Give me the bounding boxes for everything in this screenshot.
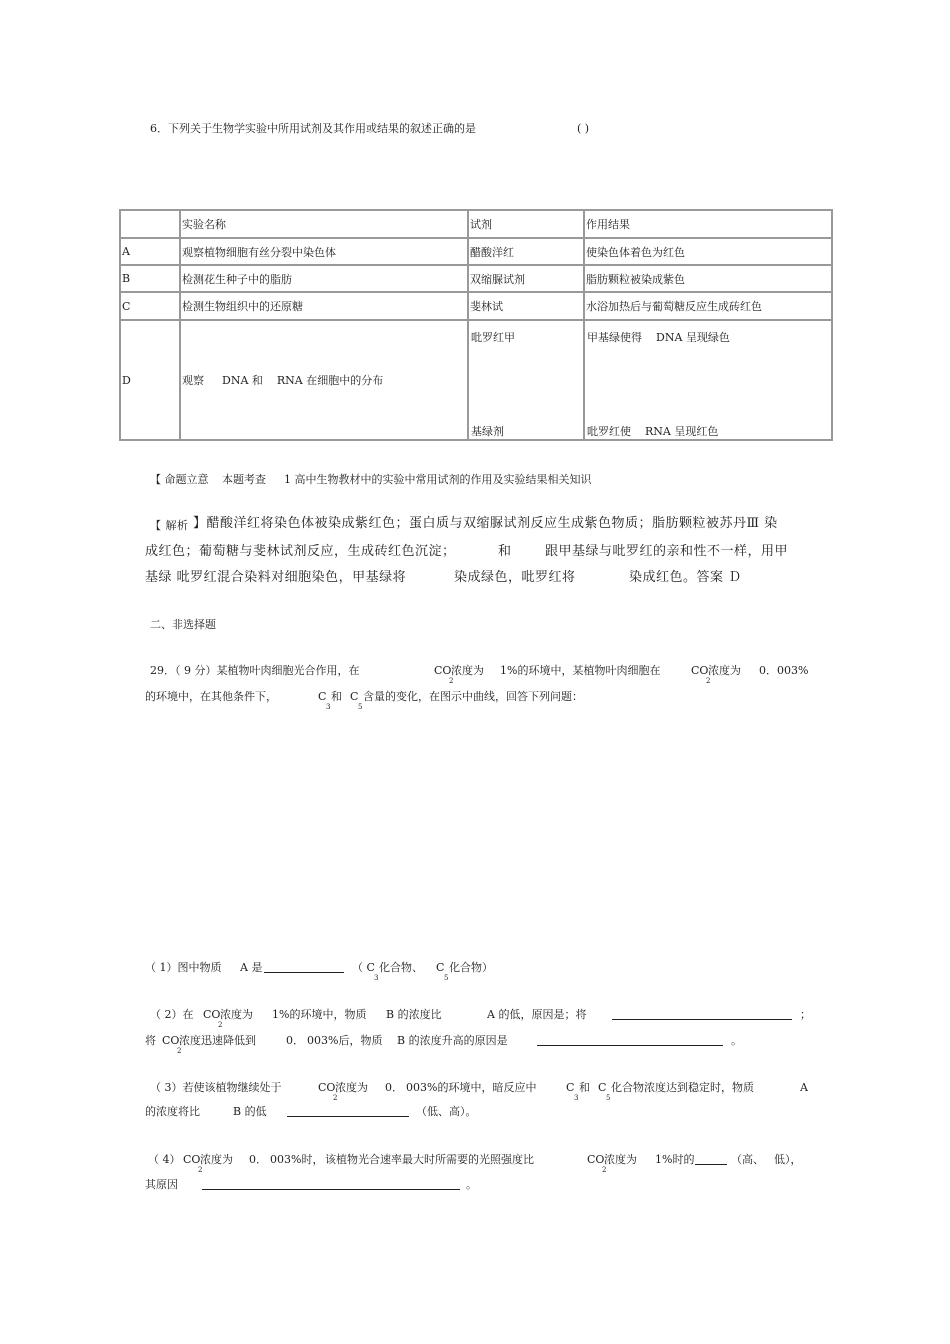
section-heading: 二、非选择题 [150,618,216,631]
table-row [120,238,832,265]
analysis-label: 【 解析 [150,519,189,532]
table-cell: 双缩脲试剂 [468,265,584,292]
p2-b: 浓度为 [220,1008,253,1021]
analysis-line-3c: 染成红色。答案 Ｄ [629,570,742,585]
analysis-line-3b: 染成绿色，吡罗红将 [454,570,576,585]
table-cell [468,320,584,440]
subscript: 2 [198,1166,203,1174]
p3-l2b: B 的低 [233,1105,267,1118]
q29-line1c: 1%的环境中，某植物叶肉细胞在 [500,664,661,677]
analysis-line-2b: 和 [498,544,512,559]
q29-line1a: 29．（ 9 分）某植物叶肉细胞光合作用，在 [150,664,360,677]
p2-e: A 的低，原因是；将 [487,1008,587,1021]
intent-label-b: 本题考查 [222,473,266,486]
p3-i: A [800,1081,808,1094]
table-header-cell: 试剂 [468,210,584,238]
table-header-cell [120,210,180,238]
subscript: 5 [444,974,449,982]
p4-end: 。 [466,1178,477,1191]
p2-l2b: 浓度迅速降低到 [179,1034,256,1047]
table-cell: 检测花生种子中的脂肪 [180,265,468,292]
cell-text: RNA 呈现红色 [645,425,719,438]
answer-blank[interactable] [537,1045,723,1046]
analysis-line-1: 】醋酸洋红将染色体被染成紫红色；蛋白质与双缩脲试剂反应生成紫色物质；脂肪颗粒被苏丹Ⅲ 染 [193,516,778,531]
subscript: 2 [177,1047,182,1055]
table-cell: 脂肪颗粒被染成紫色 [584,265,832,292]
table-row [120,320,832,440]
co2-text: CO [318,1081,336,1094]
analysis-line-2a: 成红色；葡萄糖与斐林试剂反应，生成砖红色沉淀； [145,544,456,559]
q29-line2a: 的环境中，在其他条件下， [145,690,277,703]
p4-a: （ 4） [148,1153,181,1166]
p3-a: （ 3）若使该植物继续处于 [150,1081,282,1094]
answer-blank[interactable] [695,1164,727,1165]
p1-a: （ 1）图中物质 [145,961,222,974]
q29-line1e: 0．003% [759,664,809,677]
table-cell [584,320,832,440]
p1-e: C [436,961,445,974]
p4-l2a: 其原因 [145,1178,178,1191]
row-label: B [120,265,180,292]
p3-g: C [598,1081,607,1094]
subscript: 3 [326,703,331,711]
p1-d: 化合物、 [379,961,423,974]
p3-d: 003%的环境中，暗反应中 [406,1081,537,1094]
row-label: A [120,238,180,265]
cell-text: DNA 呈现绿色 [656,331,730,344]
answer-blank[interactable] [612,1019,792,1020]
p1-f: 化合物） [449,961,493,974]
p4-c: 0． [249,1153,267,1166]
c3-text: C [318,690,327,703]
p4-i: 低）， [774,1153,802,1166]
row-label: D [120,320,180,440]
analysis-line-2c: 跟甲基绿与吡罗红的亲和性不一样，用甲 [545,544,789,559]
p2-a: （ 2）在 [150,1008,194,1021]
table-cell: 检测生物组织中的还原糖 [180,292,468,320]
p4-f: 浓度为 [604,1153,637,1166]
table-header-cell: 作用结果 [584,210,832,238]
cell-text: 甲基绿使得 [587,331,642,344]
p3-l2c: （低、高）。 [416,1105,477,1118]
table-header-cell: 实验名称 [180,210,468,238]
table-cell: 使染色体着色为红色 [584,238,832,265]
reagent-table [119,209,833,441]
table-row [120,292,832,320]
co2-text: CO [162,1034,180,1047]
p2-c: 1%的环境中，物质 [272,1008,367,1021]
table-header-row [120,210,832,238]
co2-text: CO [587,1153,605,1166]
answer-blank[interactable] [202,1189,460,1190]
p2-end1: ； [800,1008,811,1021]
table-cell [180,320,468,440]
table-cell: 水浴加热后与葡萄糖反应生成砖红色 [584,292,832,320]
c5-text: C [350,690,359,703]
subscript: 2 [602,1166,607,1174]
answer-blank[interactable] [264,972,344,973]
co2-text: CO [434,664,452,677]
intent-label: 【 命题立意 [150,473,209,486]
p4-b: 浓度为 [200,1153,233,1166]
q6-answer-paren: ( ) [577,122,590,135]
table-cell: 观察植物细胞有丝分裂中染色体 [180,238,468,265]
cell-text: DNA 和 [222,374,263,387]
subscript: 2 [449,677,454,685]
p4-e: 该植物光合速率最大时所需要的光照强度比 [325,1153,534,1166]
p3-c: 0． [385,1081,403,1094]
q6-text: 6．下列关于生物学实验中所用试剂及其作用或结果的叙述正确的是 [150,122,476,135]
subscript: 3 [374,974,379,982]
p3-h: 化合物浓度达到稳定时，物质 [611,1081,754,1094]
table-row [120,265,832,292]
p3-f: 和 [579,1081,590,1094]
cell-text: 吡罗红甲 [471,331,515,344]
p2-l2d: 003%后，物质 [307,1034,383,1047]
table-cell: 醋酸洋红 [468,238,584,265]
subscript: 3 [574,1094,579,1102]
p1-c: （ C [352,961,375,974]
p1-b: A 是 [240,961,263,974]
subscript: 5 [358,703,363,711]
subscript: 2 [218,1021,223,1029]
p2-end2: 。 [731,1034,742,1047]
p3-b: 浓度为 [335,1081,368,1094]
subscript: 2 [706,677,711,685]
q29-line1b: 浓度为 [451,664,484,677]
p2-l2c: 0． [286,1034,304,1047]
answer-blank[interactable] [287,1116,409,1117]
p2-l2e: B 的浓度升高的原因是 [397,1034,508,1047]
p4-g: 1%时的 [655,1153,695,1166]
cell-text: 观察 [182,374,204,387]
table-cell: 斐林试 [468,292,584,320]
subscript: 5 [606,1094,611,1102]
co2-text: CO [203,1008,221,1021]
analysis-line-3a: 基绿 吡罗红混合染料对细胞染色，甲基绿将 [145,570,407,585]
co2-text: CO [691,664,709,677]
p4-d: 003%时， [270,1153,324,1166]
intent-text: 1 高中生物教材中的实验中常用试剂的作用及实验结果相关知识 [284,473,592,486]
p2-l2a: 将 [145,1034,156,1047]
p4-h: （高、 [731,1153,764,1166]
co2-text: CO [183,1153,201,1166]
p3-l2a: 的浓度将比 [145,1105,200,1118]
cell-text: 基绿剂 [471,425,504,438]
cell-text: 吡罗红使 [587,425,631,438]
p2-d: B 的浓度比 [386,1008,442,1021]
subscript: 2 [333,1094,338,1102]
cell-text: RNA 在细胞中的分布 [276,374,384,387]
q29-line2b: 含量的变化，在图示中曲线，回答下列问题： [363,690,583,703]
row-label: C [120,292,180,320]
q29-line1d: 浓度为 [708,664,741,677]
p3-e: C [566,1081,575,1094]
q29-and: 和 [331,690,342,703]
